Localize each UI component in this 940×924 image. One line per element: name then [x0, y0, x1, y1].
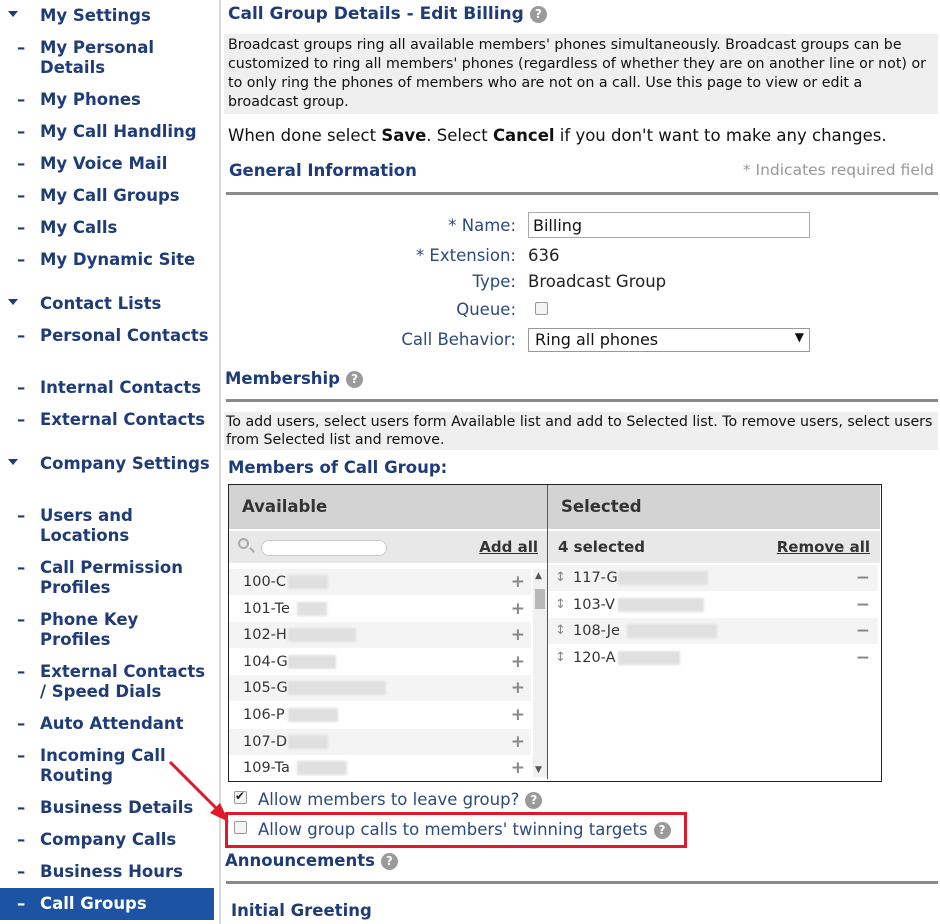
- member-name: 101-Te: [243, 600, 290, 617]
- sidebar-item-label: External Contacts / Speed Dials: [40, 662, 206, 701]
- member-name: 107-D: [243, 733, 288, 750]
- available-header: Available: [229, 485, 547, 529]
- general-information-title: General Information: [229, 161, 417, 180]
- leave-group-text: Allow members to leave group?: [258, 790, 520, 809]
- done-prefix: When done select: [228, 126, 382, 145]
- call-behavior-value: Ring all phones: [535, 330, 659, 349]
- add-member-icon[interactable]: +: [510, 651, 525, 672]
- sidebar-item-label: Internal Contacts: [40, 378, 202, 397]
- membership-description: To add users, select users form Available list and add to Selected list. To remove users, select users from Selected list and remove.: [224, 412, 938, 450]
- sidebar-item-label: Auto Attendant: [40, 714, 184, 733]
- sidebar-item-label: My Personal Details: [40, 38, 155, 77]
- sidebar-item-label: Company Calls: [40, 830, 177, 849]
- dash-icon: –: [17, 378, 26, 397]
- dash-icon: –: [17, 506, 26, 525]
- member-name: 103-V: [573, 596, 615, 613]
- sidebar-item-label: My Phones: [40, 90, 141, 109]
- sidebar-item-label: My Calls: [40, 218, 118, 237]
- dash-icon: –: [17, 326, 26, 345]
- dash-icon: –: [17, 218, 26, 237]
- dash-icon: –: [17, 90, 26, 109]
- dash-icon: –: [17, 894, 26, 913]
- dash-icon: –: [17, 186, 26, 205]
- sidebar-item-label: My Voice Mail: [40, 154, 168, 173]
- drag-handle-icon[interactable]: ↕: [555, 623, 566, 639]
- add-all-button[interactable]: Add all: [479, 538, 538, 556]
- type-label: Type:: [472, 272, 516, 291]
- sidebar-item-label: Call Permission Profiles: [40, 558, 183, 597]
- done-cancel-word: Cancel: [492, 126, 555, 145]
- member-name: 108-Je: [573, 623, 620, 640]
- sidebar-item-label: My Dynamic Site: [40, 250, 196, 269]
- sidebar-item-label: Business Hours: [40, 862, 183, 881]
- add-member-icon[interactable]: +: [510, 731, 525, 752]
- sidebar-item-label: My Settings: [40, 6, 151, 25]
- member-name: 109-Ta: [243, 760, 290, 777]
- required-field-note: * Indicates required field: [742, 161, 934, 179]
- dropdown-arrow-icon: ▼: [794, 330, 804, 344]
- type-value: Broadcast Group: [528, 272, 667, 291]
- done-save-word: Save: [381, 126, 427, 145]
- help-icon[interactable]: ?: [346, 371, 363, 388]
- sidebar-item-label: My Call Groups: [40, 186, 180, 205]
- sidebar-item-label: Users and Locations: [40, 506, 133, 545]
- twinning-text: Allow group calls to members' twinning targets: [258, 820, 648, 839]
- announcements-title-text: Announcements: [225, 851, 375, 870]
- remove-member-icon[interactable]: −: [855, 568, 870, 588]
- members-of-call-group-title: Members of Call Group:: [228, 458, 448, 477]
- member-name: 100-C: [243, 574, 287, 590]
- scroll-down-icon[interactable]: ▼: [535, 765, 542, 775]
- dash-icon: –: [17, 610, 26, 629]
- member-name: 106-P: [243, 707, 285, 723]
- extension-value: 636: [528, 246, 560, 265]
- dash-icon: –: [17, 830, 26, 849]
- member-name: 117-G: [573, 570, 618, 586]
- dash-icon: –: [17, 746, 26, 765]
- scroll-up-icon[interactable]: ▲: [535, 571, 542, 581]
- membership-title-text: Membership: [225, 369, 340, 388]
- dash-icon: –: [17, 862, 26, 881]
- selected-count: 4 selected: [558, 538, 646, 556]
- remove-member-icon[interactable]: −: [855, 621, 870, 642]
- dash-icon: –: [17, 122, 26, 141]
- help-icon[interactable]: ?: [381, 853, 398, 870]
- dash-icon: –: [17, 714, 26, 733]
- remove-member-icon[interactable]: −: [855, 594, 870, 615]
- member-name: 105-G: [243, 680, 288, 697]
- member-name: 102-H: [243, 627, 287, 644]
- drag-handle-icon[interactable]: ↕: [555, 596, 566, 612]
- sidebar-item-label: Contact Lists: [40, 294, 162, 313]
- sidebar-item-label: Phone Key Profiles: [40, 610, 139, 649]
- remove-member-icon[interactable]: −: [855, 647, 870, 668]
- dash-icon: –: [17, 558, 26, 577]
- sidebar-item-label: Personal Contacts: [40, 326, 209, 345]
- selected-header: Selected: [548, 485, 880, 529]
- dash-icon: –: [17, 250, 26, 269]
- dash-icon: –: [17, 154, 26, 173]
- sidebar-item-label: Company Settings: [40, 454, 210, 473]
- dash-icon: –: [17, 798, 26, 817]
- add-member-icon[interactable]: +: [510, 705, 525, 725]
- queue-label: Queue:: [456, 300, 516, 319]
- dash-icon: –: [17, 662, 26, 681]
- extension-label: * Extension:: [415, 246, 516, 265]
- page-title-text: Call Group Details - Edit Billing: [228, 4, 524, 24]
- call-behavior-label: Call Behavior:: [401, 330, 516, 349]
- name-label: * Name:: [448, 216, 516, 235]
- sidebar-item-label: My Call Handling: [40, 122, 197, 141]
- drag-handle-icon[interactable]: ↕: [555, 649, 566, 665]
- help-icon[interactable]: ?: [654, 822, 671, 839]
- sidebar-item-label: Business Details: [40, 798, 194, 817]
- sidebar-item-label: External Contacts: [40, 410, 206, 429]
- add-member-icon[interactable]: +: [510, 572, 525, 592]
- add-member-icon[interactable]: +: [510, 598, 525, 619]
- done-mid: . Select: [426, 126, 493, 145]
- dash-icon: –: [17, 38, 26, 57]
- drag-handle-icon[interactable]: ↕: [555, 570, 566, 585]
- page-description: Broadcast groups ring all available members' phones simultaneously. Broadcast groups can be customized to ring all members' phones (regardless of whether they are on another line or not) or to only ring the phones of members who are not on a call. Use this page to view or edit a broadcast group.: [224, 34, 938, 114]
- add-member-icon[interactable]: +: [510, 678, 525, 699]
- help-icon[interactable]: ?: [525, 792, 542, 809]
- member-name: 120-A: [573, 649, 616, 666]
- done-suffix: if you don't want to make any changes.: [554, 126, 887, 145]
- member-name: 104-G: [243, 653, 288, 670]
- dash-icon: –: [17, 410, 26, 429]
- add-member-icon[interactable]: +: [510, 625, 525, 646]
- sidebar-item-label: Call Groups: [40, 894, 147, 913]
- remove-all-button[interactable]: Remove all: [776, 538, 870, 556]
- sidebar-item-label: Incoming Call Routing: [40, 746, 166, 785]
- initial-greeting-title: Initial Greeting: [231, 901, 372, 920]
- help-icon[interactable]: ?: [530, 6, 547, 23]
- add-member-icon[interactable]: +: [510, 758, 525, 779]
